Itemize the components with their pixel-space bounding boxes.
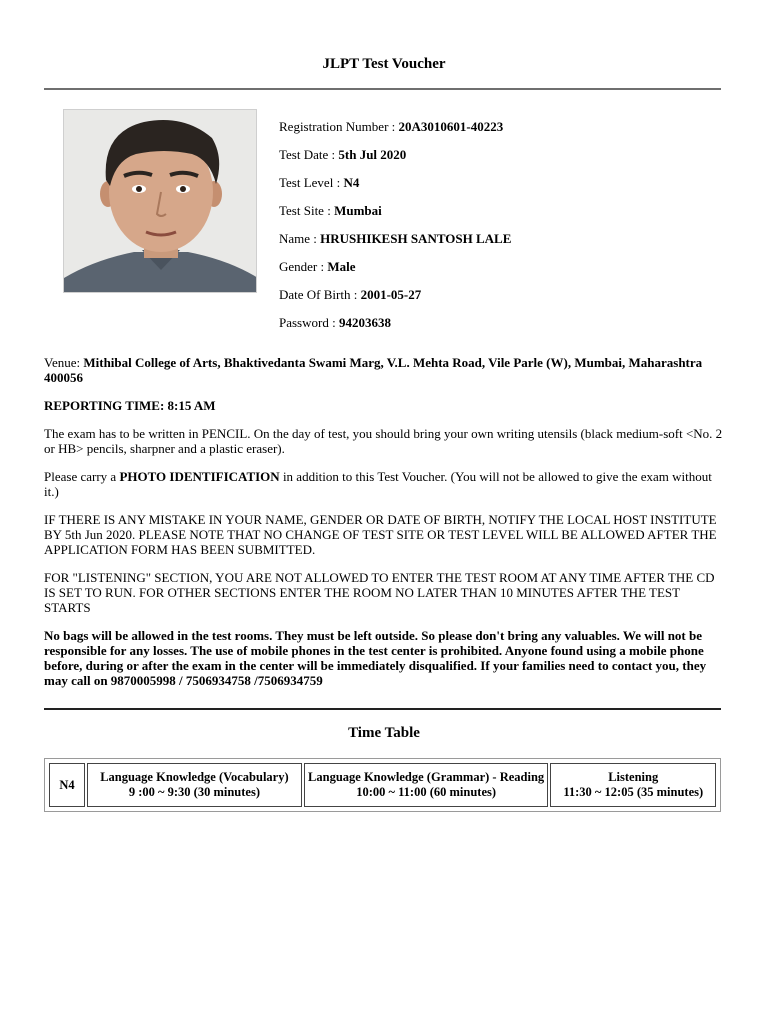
timetable-title: Time Table xyxy=(348,725,420,741)
candidate-details xyxy=(279,119,511,343)
timetable-table xyxy=(47,761,718,809)
reporting-time: REPORTING TIME: 8:15 AM xyxy=(44,398,216,413)
test-site-field: Test Site : Mumbai xyxy=(279,203,382,218)
session-grammar-reading: Language Knowledge (Grammar) - Reading 10:00 ~ 11:00 (60 minutes) xyxy=(304,763,549,807)
table-row xyxy=(49,763,716,807)
password-value: 94203638 xyxy=(338,315,391,330)
test-site-value: Mumbai xyxy=(334,203,382,218)
date-of-birth-value: 2001-05-27 xyxy=(360,287,422,302)
timetable xyxy=(44,758,721,812)
portrait-illustration xyxy=(64,110,257,293)
listening-note: FOR "LISTENING" SECTION, YOU ARE NOT ALLOWED TO ENTER THE TEST ROOM AT ANY TIME AFTER THE CD IS SET TO RUN. FOR OTHER SECTIONS ENTER THE ROOM NO LATER THAN 10 MINUTES AFTER THE TEST STARTS xyxy=(44,570,715,615)
session-listening: Listening 11:30 ~ 12:05 (35 minutes) xyxy=(550,763,716,807)
name-value: HRUSHIKESH SANTOSH LALE xyxy=(320,231,512,246)
venue-value: Mithibal College of Arts, Bhaktivedanta Swami Marg, V.L. Mehta Road, Vile Parle (W), Mumbai, Maharashtra 400056 xyxy=(44,355,703,385)
page-title: JLPT Test Voucher xyxy=(322,56,446,72)
photo-id-note: Please carry a PHOTO IDENTIFICATION in addition to this Test Voucher. (You will not be allowed to give the exam without it.) xyxy=(44,469,712,499)
gender-field: Gender : Male xyxy=(279,259,356,274)
title-divider xyxy=(44,88,721,90)
test-date-field: Test Date : 5th Jul 2020 xyxy=(279,147,407,162)
instructions xyxy=(44,355,724,701)
gender-value: Male xyxy=(327,259,356,274)
name-field: Name : HRUSHIKESH SANTOSH LALE xyxy=(279,231,512,246)
venue: Venue: Mithibal College of Arts, Bhaktivedanta Swami Marg, V.L. Mehta Road, Vile Parle (W), Mumbai, Maharashtra 400056 xyxy=(44,355,703,385)
password-field: Password : 94203638 xyxy=(279,315,391,330)
registration-number-value: 20A3010601-40223 xyxy=(398,119,504,134)
bags-note: No bags will be allowed in the test rooms. They must be left outside. So please don't bring any valuables. We will not be responsible for any losses. The use of mobile phones in the test center is prohibited. Anyone found using a mobile phone before, during or after the exam in the center will be immediately disqualified. If your families need to contact you, they may call on 9870005998 / 7506934758 /7506934759 xyxy=(44,628,707,688)
date-of-birth-field: Date Of Birth : 2001-05-27 xyxy=(279,287,422,302)
timetable-divider xyxy=(44,708,721,710)
test-date-value: 5th Jul 2020 xyxy=(338,147,407,162)
session-vocabulary: Language Knowledge (Vocabulary) 9 :00 ~ 9:30 (30 minutes) xyxy=(87,763,302,807)
timetable-level: N4 xyxy=(49,763,85,807)
test-level-value: N4 xyxy=(343,175,360,190)
candidate-photo xyxy=(63,109,257,293)
registration-number-field: Registration Number : 20A3010601-40223 xyxy=(279,119,504,134)
test-level-field: Test Level : N4 xyxy=(279,175,360,190)
mistake-note: IF THERE IS ANY MISTAKE IN YOUR NAME, GENDER OR DATE OF BIRTH, NOTIFY THE LOCAL HOST INSTITUTE BY 5th Jun 2020. PLEASE NOTE THAT NO CHANGE OF TEST SITE OR TEST LEVEL WILL BE ALLOWED AFTER THE APPLICATION FORM HAS BEEN SUBMITTED. xyxy=(44,512,717,557)
pencil-note: The exam has to be written in PENCIL. On the day of test, you should bring your own writing utensils (black medium-soft <No. 2 or HB> pencils, sharpner and a plastic eraser). xyxy=(44,426,723,456)
